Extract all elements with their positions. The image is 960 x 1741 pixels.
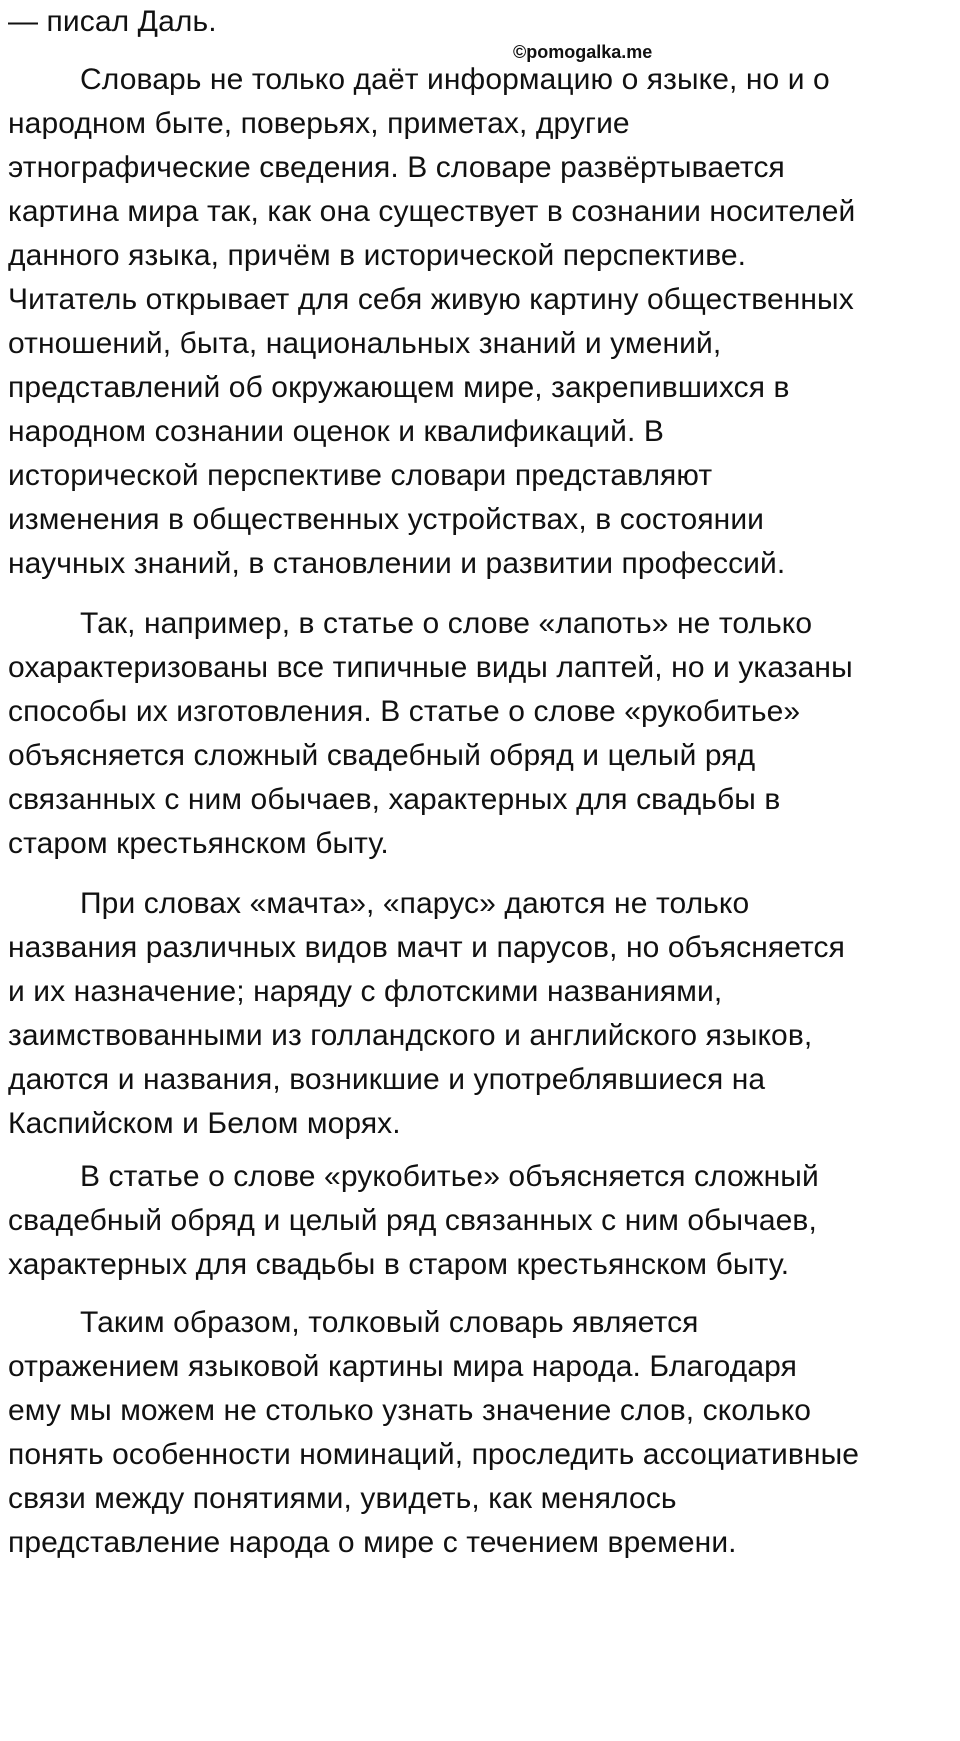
paragraph-line: понять особенности номинаций, проследить ассоциативные	[8, 1438, 860, 1471]
intro-line: — писал Даль.	[8, 5, 217, 38]
paragraph-line: Так, например, в статье о слове «лапоть» не только	[80, 607, 813, 640]
paragraph-line: Читатель открывает для себя живую картину общественных	[8, 283, 854, 316]
paragraph-line: старом крестьянском быту.	[8, 827, 389, 860]
paragraph-line: заимствованными из голландского и английского языков,	[8, 1019, 813, 1052]
paragraph-line: представлений об окружающем мире, закрепившихся в	[8, 371, 790, 404]
paragraph-line: данного языка, причём в исторической перспективе.	[8, 239, 747, 272]
paragraph-line: Таким образом, толковый словарь является	[80, 1306, 699, 1339]
paragraph-line: исторической перспективе словари представляют	[8, 459, 713, 492]
paragraph-line: картина мира так, как она существует в сознании носителей	[8, 195, 856, 228]
paragraph-line: Каспийском и Белом морях.	[8, 1107, 401, 1140]
paragraph-line: представление народа о мире с течением времени.	[8, 1526, 737, 1559]
paragraph-line: объясняется сложный свадебный обряд и целый ряд	[8, 739, 756, 772]
paragraph-line: отношений, быта, национальных знаний и умений,	[8, 327, 722, 360]
paragraph-line: даются и названия, возникшие и употреблявшиеся на	[8, 1063, 766, 1096]
paragraph-line: В статье о слове «рукобитье» объясняется сложный	[80, 1160, 819, 1193]
paragraph-line: охарактеризованы все типичные виды лаптей, но и указаны	[8, 651, 853, 684]
paragraph-line: и их назначение; наряду с флотскими названиями,	[8, 975, 723, 1008]
paragraph-line: народном быте, поверьях, приметах, другие	[8, 107, 630, 140]
paragraph-line: способы их изготовления. В статье о слове «рукобитье»	[8, 695, 801, 728]
paragraph-line: связи между понятиями, увидеть, как менялось	[8, 1482, 677, 1515]
paragraph-line: связанных с ним обычаев, характерных для свадьбы в	[8, 783, 781, 816]
paragraph-line: свадебный обряд и целый ряд связанных с ним обычаев,	[8, 1204, 817, 1237]
paragraph-line: изменения в общественных устройствах, в состоянии	[8, 503, 765, 536]
paragraph-line: характерных для свадьбы в старом крестьянском быту.	[8, 1248, 790, 1281]
paragraph-line: отражением языковой картины мира народа. Благодаря	[8, 1350, 797, 1383]
paragraph-line: ему мы можем не столько узнать значение слов, сколько	[8, 1394, 812, 1427]
paragraph-line: научных знаний, в становлении и развитии профессий.	[8, 547, 786, 580]
paragraph-line: этнографические сведения. В словаре развёртывается	[8, 151, 785, 184]
paragraph-line: названия различных видов мачт и парусов, но объясняется	[8, 931, 845, 964]
paragraph-line: Словарь не только даёт информацию о языке, но и о	[80, 63, 830, 96]
watermark: ©pomogalka.me	[513, 42, 653, 62]
paragraph-line: При словах «мачта», «парус» даются не только	[80, 887, 750, 920]
paragraph-line: народном сознании оценок и квалификаций. В	[8, 415, 664, 448]
